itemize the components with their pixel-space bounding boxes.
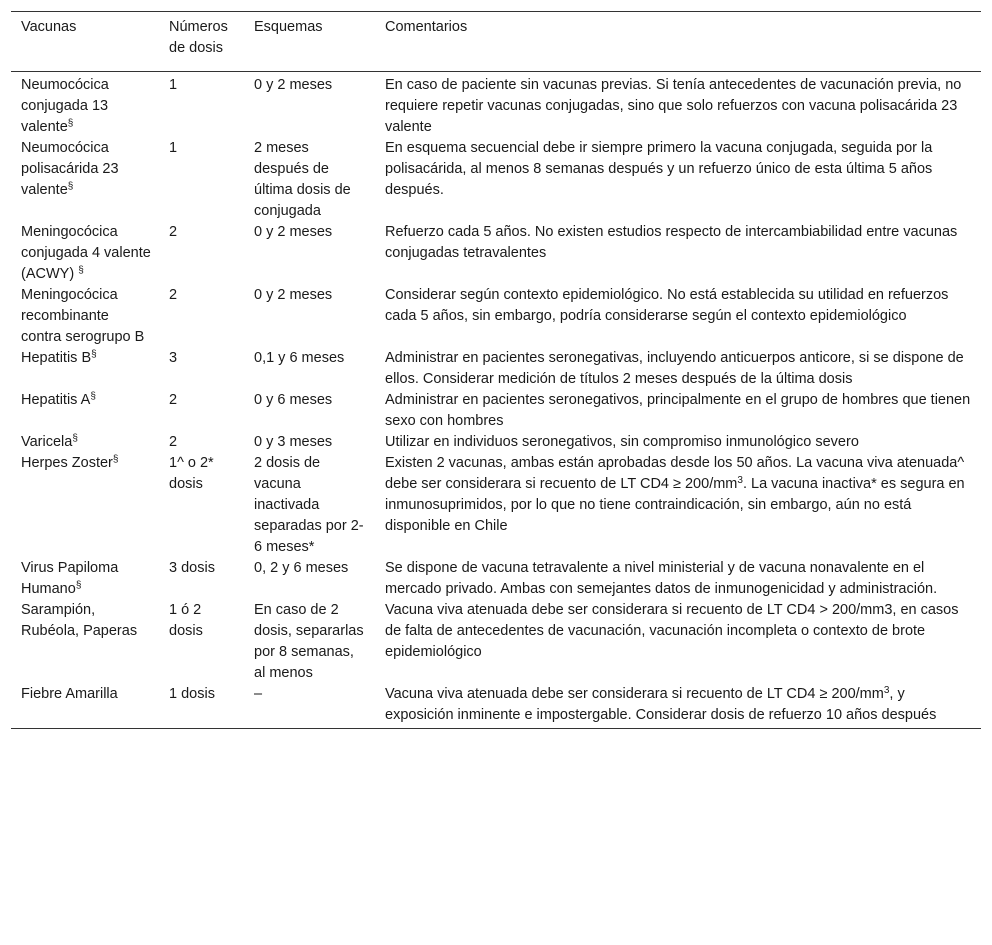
cell-esquema: 0 y 3 meses <box>254 434 333 450</box>
cell-vacuna <box>11 558 159 600</box>
cell-vacuna <box>11 684 159 729</box>
vacuna-name: Neumocócica conjugada 13 valente <box>21 77 109 135</box>
header-numero-dosis: Números de dosis <box>159 12 244 72</box>
footnote-mark: § <box>90 391 96 402</box>
cell-vacuna <box>11 222 159 285</box>
cell-comentario <box>375 138 981 222</box>
table-row <box>11 348 981 390</box>
cell-dosis: 1 <box>169 77 178 93</box>
footnote-mark: § <box>78 265 84 276</box>
vacuna-name: Fiebre Amarilla <box>21 686 118 702</box>
comentario-text: Existen 2 vacunas, ambas están aprobadas desde los 50 años. La vacuna viva atenuada^ debe ser considerara si recuento de LT CD4 ≥ 200/mm <box>385 455 965 492</box>
cell-dosis: 1 <box>169 140 178 156</box>
cell-esquema: 0 y 6 meses <box>254 392 333 408</box>
footnote-mark: § <box>91 349 97 360</box>
table-row <box>11 684 981 729</box>
cell-esquema: 0 y 2 meses <box>254 77 333 93</box>
table-row <box>11 285 981 348</box>
header-comentarios: Comentarios <box>375 12 981 72</box>
footnote-mark: § <box>75 580 82 591</box>
footnote-mark: § <box>67 181 74 192</box>
comentario-text-cont: , y exposición inminente e impostergable. Considerar dosis de refuerzo 10 años después <box>385 686 937 723</box>
table-row <box>11 432 981 453</box>
vaccine-table <box>11 11 981 729</box>
cell-comentario <box>375 285 981 348</box>
cell-esquema: 0,1 y 6 meses <box>254 350 345 366</box>
comentario-text: Se dispone de vacuna tetravalente a nivel ministerial y de vacuna nonavalente en el mercado privado. Ambas con semejantes datos de inmunogenicidad y administración. <box>385 560 938 597</box>
table-row <box>11 222 981 285</box>
comentario-text: En caso de paciente sin vacunas previas. Si tenía antecedentes de vacunación previa, no requiere repetir vacunas conjugadas, sino que solo refuerzos con vacuna polisacárida 23 valente <box>385 77 962 135</box>
cell-vacuna <box>11 453 159 558</box>
vacuna-name: Meningocócica recombinante contra serogrupo B <box>21 287 145 345</box>
cell-esquema: – <box>244 684 375 729</box>
vacuna-name: Hepatitis B <box>21 350 92 366</box>
header-esquemas: Esquemas <box>244 12 375 72</box>
table-row <box>11 558 981 600</box>
header-vacunas: Vacunas <box>11 12 159 72</box>
cell-vacuna <box>11 390 159 432</box>
cell-dosis: 1 ó 2 dosis <box>169 602 203 639</box>
cell-dosis: 2 <box>169 287 178 303</box>
footnote-mark: § <box>67 118 74 129</box>
comentario-text: Vacuna viva atenuada debe ser considerara si recuento de LT CD4 ≥ 200/mm <box>385 686 884 702</box>
cell-dosis: 2 <box>169 224 178 240</box>
table-row <box>11 453 981 558</box>
comentario-text: Refuerzo cada 5 años. No existen estudios respecto de intercambiabilidad entre vacunas conjugadas tetravalentes <box>385 224 958 261</box>
table-header <box>11 12 981 72</box>
vacuna-name: Varicela <box>21 434 73 450</box>
comentario-text: Considerar según contexto epidemiológico. No está establecida su utilidad en refuerzos cada 5 años, sin embargo, podría considerarse según el contexto epidemiológico <box>385 287 949 324</box>
cell-esquema: 2 meses después de última dosis de conjugada <box>254 140 351 219</box>
cell-dosis: 2 <box>169 392 178 408</box>
cell-vacuna <box>11 432 159 453</box>
cell-dosis: 1^ o 2* dosis <box>169 455 214 492</box>
footnote-mark: § <box>112 454 119 465</box>
cell-comentario <box>375 453 981 558</box>
comentario-text: Administrar en pacientes seronegativos, principalmente en el grupo de hombres que tienen sexo con hombres <box>385 392 971 429</box>
table-container <box>11 11 981 729</box>
cell-comentario <box>375 348 981 390</box>
cell-comentario <box>375 390 981 432</box>
cell-esquema: 0, 2 y 6 meses <box>254 560 349 576</box>
cell-comentario <box>375 600 981 684</box>
cell-dosis: 1 dosis <box>159 684 244 729</box>
cell-comentario <box>375 684 981 729</box>
cell-vacuna <box>11 138 159 222</box>
vacuna-name: Hepatitis A <box>21 392 91 408</box>
comentario-text: Vacuna viva atenuada debe ser considerara si recuento de LT CD4 > 200/mm3, en casos de falta de antecedentes de vacunación, vacunación incompleta o contexto de brote epidemiológico <box>385 602 959 660</box>
comentario-text: En esquema secuencial debe ir siempre primero la vacuna conjugada, seguida por la polisacárida, al menos 8 semanas después y un refuerzo único de esta última 5 años después. <box>385 140 933 198</box>
cell-comentario <box>375 222 981 285</box>
vacuna-name: Herpes Zoster <box>21 455 113 471</box>
cell-vacuna <box>11 348 159 390</box>
vacuna-name: Virus Papiloma Humano <box>21 560 119 597</box>
cell-esquema: 2 dosis de vacuna inactivada separadas por 2-6 meses* <box>254 455 364 555</box>
comentario-text-cont: . La vacuna inactiva* es segura en inmunosuprimidos, por lo que no tiene contraindicación, sin embargo, aún no está disponible en Chile <box>385 476 965 534</box>
table-row <box>11 390 981 432</box>
cell-dosis: 2 <box>169 434 178 450</box>
vacuna-name: Meningocócica conjugada 4 valente (ACWY) <box>21 224 151 282</box>
table-row <box>11 72 981 139</box>
vacuna-name: Sarampión, Rubéola, Paperas <box>21 602 138 639</box>
table-row <box>11 138 981 222</box>
vacuna-name: Neumocócica polisacárida 23 valente <box>21 140 119 198</box>
header-row <box>11 12 981 72</box>
comentario-text: Utilizar en individuos seronegativos, sin compromiso inmunológico severo <box>385 434 859 450</box>
cell-comentario <box>375 72 981 139</box>
cell-vacuna <box>11 600 159 684</box>
table-body <box>11 72 981 729</box>
cell-dosis: 3 dosis <box>169 560 215 576</box>
cell-esquema: En caso de 2 dosis, separarlas por 8 semanas, al menos <box>254 602 364 681</box>
cell-esquema: 0 y 2 meses <box>254 287 333 303</box>
cell-comentario <box>375 432 981 453</box>
cell-vacuna <box>11 72 159 139</box>
superscript: 3 <box>883 685 890 696</box>
cell-vacuna <box>11 285 159 348</box>
superscript: 3 <box>737 475 743 486</box>
cell-dosis: 3 <box>169 350 178 366</box>
comentario-text: Administrar en pacientes seronegativas, incluyendo anticuerpos anticore, si se dispone de ellos. Considerar medición de títulos 2 meses después de la última dosis <box>385 350 964 387</box>
table-row <box>11 600 981 684</box>
footnote-mark: § <box>72 433 78 444</box>
cell-comentario <box>375 558 981 600</box>
cell-esquema: 0 y 2 meses <box>254 224 333 240</box>
